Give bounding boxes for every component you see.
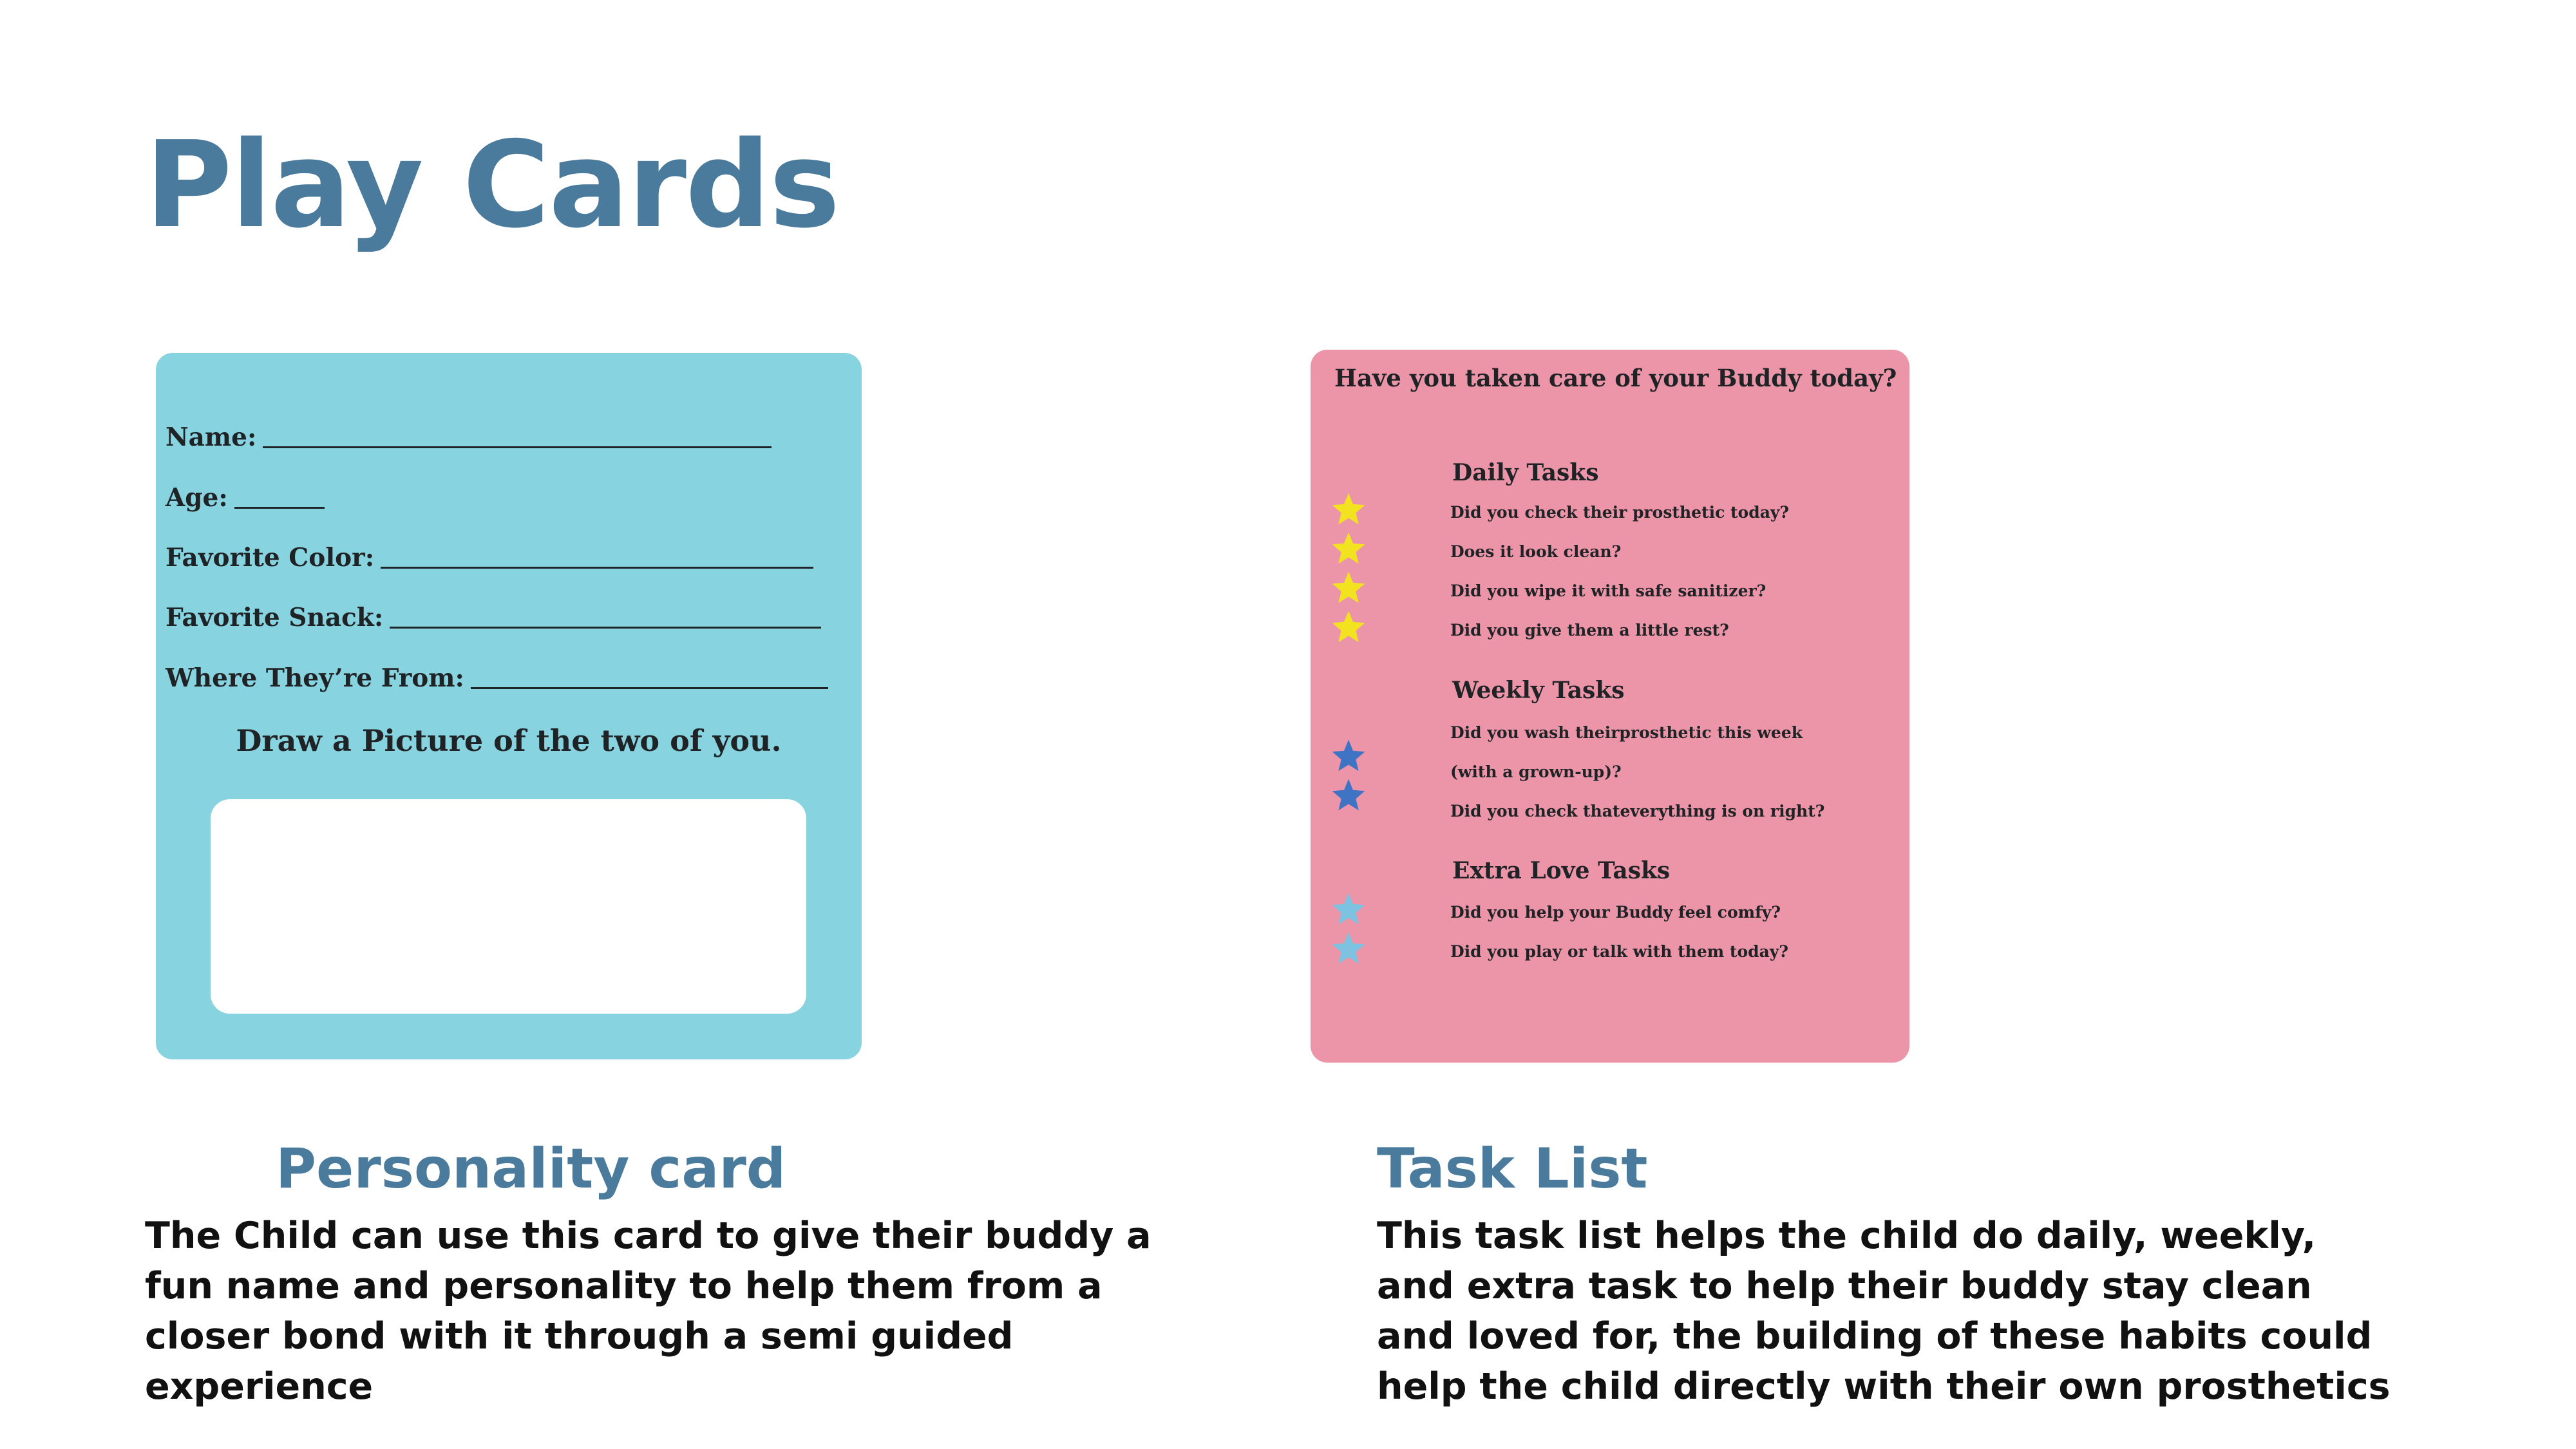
yellow-star-icon bbox=[1330, 491, 1367, 528]
favorite-snack-field[interactable] bbox=[166, 603, 821, 632]
blue-star-icon bbox=[1330, 737, 1367, 775]
task-list-heading: Task List bbox=[1377, 1137, 1648, 1201]
favorite-color-field[interactable] bbox=[166, 543, 813, 573]
daily-task-item: Did you give them a little rest? bbox=[1450, 621, 1729, 639]
personality-card bbox=[156, 353, 862, 1059]
origin-label: Where They’re From: bbox=[166, 663, 464, 693]
daily-task-item: Did you check their prosthetic today? bbox=[1450, 503, 1790, 522]
weekly-task-item: (with a grown-up)? bbox=[1450, 762, 1622, 781]
weekly-tasks-heading: Weekly Tasks bbox=[1452, 677, 1625, 704]
drawing-area[interactable] bbox=[211, 799, 806, 1014]
origin-blank-line[interactable] bbox=[471, 687, 828, 689]
weekly-task-item: Did you check thateverything is on right? bbox=[1450, 802, 1825, 820]
favorite-snack-label: Favorite Snack: bbox=[166, 603, 384, 632]
daily-task-item: Does it look clean? bbox=[1450, 542, 1622, 561]
age-field[interactable] bbox=[166, 483, 325, 513]
draw-prompt: Draw a Picture of the two of you. bbox=[236, 723, 782, 758]
yellow-star-icon bbox=[1330, 609, 1367, 646]
light-blue-star-icon bbox=[1330, 891, 1367, 928]
name-blank-line[interactable] bbox=[263, 446, 772, 448]
age-blank-line[interactable] bbox=[234, 507, 325, 509]
age-label: Age: bbox=[166, 483, 228, 513]
task-card bbox=[1311, 350, 1909, 1063]
yellow-star-icon bbox=[1330, 530, 1367, 567]
extra-task-item: Did you help your Buddy feel comfy? bbox=[1450, 903, 1781, 922]
yellow-star-icon bbox=[1330, 569, 1367, 607]
favorite-color-label: Favorite Color: bbox=[166, 543, 375, 573]
page-title: Play Cards bbox=[145, 115, 839, 254]
weekly-task-item: Did you wash theirprosthetic this week bbox=[1450, 723, 1803, 742]
task-list-description: This task list helps the child do daily, weekly, and extra task to help their buddy stay clean and loved for, the building of these habits could help the child directly with their own prosthetics bbox=[1377, 1215, 2391, 1408]
personality-card-heading: Personality card bbox=[276, 1137, 786, 1201]
extra-love-tasks-heading: Extra Love Tasks bbox=[1452, 857, 1671, 884]
favorite-color-blank-line[interactable] bbox=[381, 567, 813, 569]
favorite-snack-blank-line[interactable] bbox=[390, 627, 821, 629]
blue-star-icon bbox=[1330, 777, 1367, 814]
daily-tasks-heading: Daily Tasks bbox=[1452, 459, 1599, 486]
light-blue-star-icon bbox=[1330, 930, 1367, 967]
origin-field[interactable] bbox=[166, 663, 828, 693]
daily-task-item: Did you wipe it with safe sanitizer? bbox=[1450, 582, 1766, 600]
name-label: Name: bbox=[166, 422, 257, 452]
personality-card-description: The Child can use this card to give their buddy a fun name and personality to help them from a closer bond with it through a semi guided experience bbox=[145, 1215, 1151, 1408]
name-field[interactable] bbox=[166, 422, 772, 452]
extra-task-item: Did you play or talk with them today? bbox=[1450, 942, 1788, 961]
task-card-question: Have you taken care of your Buddy today? bbox=[1334, 364, 1897, 392]
